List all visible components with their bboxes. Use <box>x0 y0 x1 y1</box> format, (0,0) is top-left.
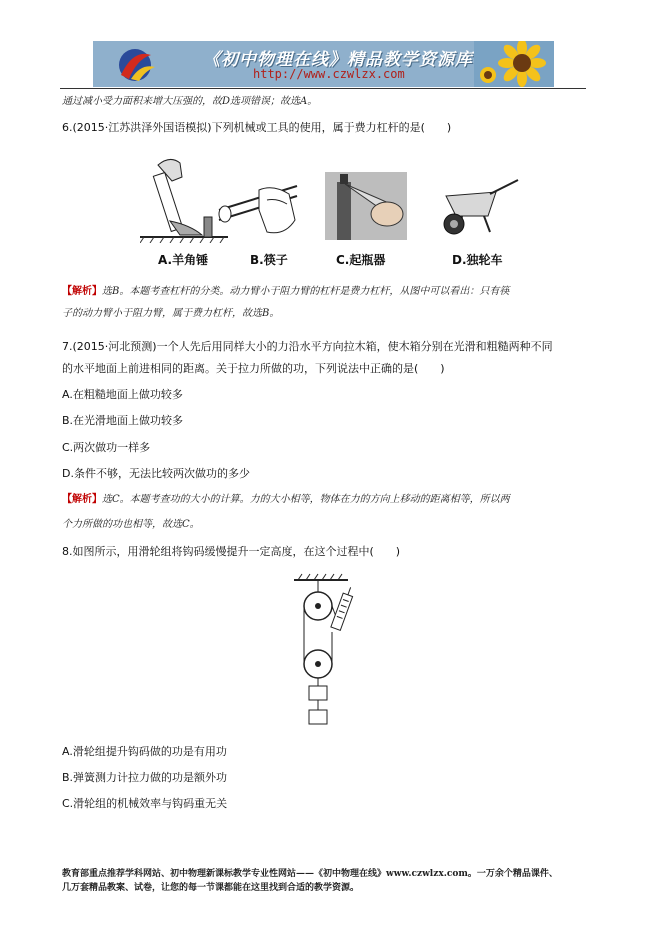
prev-explanation-tail: 通过减小受力面积来增大压强的，故D选项错误；故选A。 <box>62 96 318 107</box>
sunflower-image <box>474 41 554 87</box>
bottle-opener-image <box>325 172 407 240</box>
q7-explanation-tag: 【解析】 <box>62 494 102 505</box>
pulley-system-diagram <box>282 572 362 732</box>
q6-explanation-line1 <box>62 285 509 299</box>
header-banner <box>93 41 554 87</box>
q7-option-b: B.在光滑地面上做功较多 <box>62 414 184 427</box>
site-logo-icon <box>115 45 159 83</box>
chopsticks-image <box>215 170 305 240</box>
q6-option-a: A.羊角锤 <box>158 253 209 267</box>
q7-option-c: C.两次做功一样多 <box>62 441 151 454</box>
q8-option-b: B.弹簧测力计拉力做的功是额外功 <box>62 771 228 784</box>
q6-explanation-tag: 【解析】 <box>62 286 102 297</box>
q6-explanation-line2: 子的动力臂小于阻力臂，属于费力杠杆，故选B。 <box>62 308 280 319</box>
q6-stem: 6.(2015·江苏洪泽外国语模拟)下列机械或工具的使用，属于费力杠杆的是( ) <box>62 121 452 134</box>
q8-stem: 8.如图所示，用滑轮组将钩码缓慢提升一定高度，在这个过程中( ) <box>62 545 401 558</box>
wheelbarrow-image <box>440 172 520 240</box>
q7-stem-line1: 7.(2015·河北预测)一个人先后用同样大小的力沿水平方向拉木箱，使木箱分别在光滑和粗糙两种不同 <box>62 340 553 353</box>
q6-option-c: C.起瓶器 <box>336 253 386 267</box>
footer-line2: 几万套精品教案、试卷，让您的每一节课都能在这里找到合适的教学资源。 <box>62 883 360 893</box>
q6-option-b: B.筷子 <box>250 253 288 267</box>
q7-explanation-line1 <box>62 493 510 507</box>
q7-stem-line2: 的水平地面上前进相同的距离。关于拉力所做的功，下列说法中正确的是( ) <box>62 362 445 375</box>
q7-explanation-line2: 个力所做的功也相等，故选C。 <box>62 519 200 530</box>
q8-option-a: A.滑轮组提升钩码做的功是有用功 <box>62 745 227 758</box>
q7-option-d: D.条件不够，无法比较两次做功的多少 <box>62 467 250 480</box>
footer-line1: 教育部重点推荐学科网站、初中物理新课标教学专业性网站——《初中物理在线》www.czwlzx.com。一万余个精品课件、 <box>62 869 558 879</box>
q7-explanation-text: 选C。本题考查功的大小的计算。力的大小相等，物体在力的方向上移动的距离相等，所以两 <box>102 494 510 505</box>
banner-url: http://www.czwlzx.com <box>253 67 405 81</box>
banner-title: 《初中物理在线》精品教学资源库 <box>203 50 473 70</box>
header-rule <box>60 88 586 89</box>
q6-option-d: D.独轮车 <box>452 253 503 267</box>
q8-option-c: C.滑轮组的机械效率与钩码重无关 <box>62 797 228 810</box>
q7-option-a: A.在粗糙地面上做功较多 <box>62 388 183 401</box>
q6-explanation-text: 选B。本题考查杠杆的分类。动力臂小于阻力臂的杠杆是费力杠杆，从图中可以看出：只有筷 <box>102 286 510 297</box>
